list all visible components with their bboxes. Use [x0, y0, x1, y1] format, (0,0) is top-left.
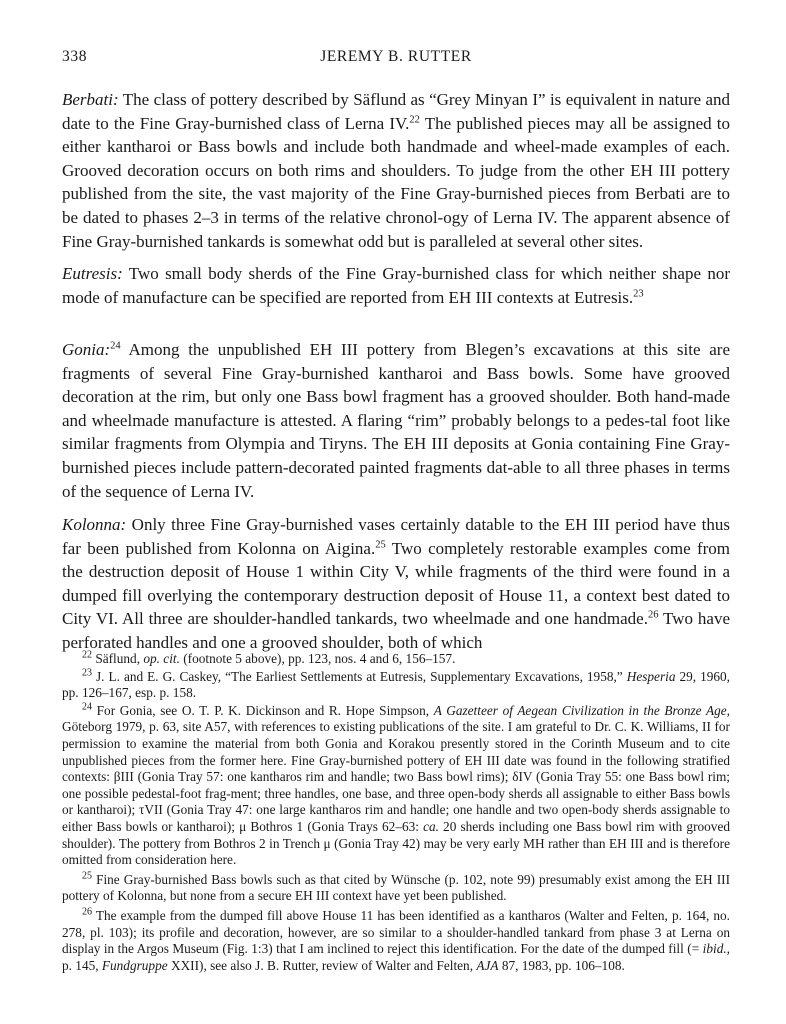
page-number: 338 [62, 48, 88, 65]
footnote-ref-23[interactable]: 23 [633, 287, 644, 299]
site-heading-gonia: Gonia: [62, 340, 111, 359]
footnote-text: J. L. and E. G. Caskey, “The Earliest Settlements at Eutresis, Supplementary Excavations, 1958,” [92, 668, 627, 684]
footnote-26 [62, 908, 730, 974]
footnote-number: 22 [82, 649, 92, 661]
footnote-italic: A Gazetteer of Aegean Civilization in the Bronze Age, [433, 702, 730, 718]
site-heading-kolonna: Kolonna: [62, 515, 127, 534]
footnote-number: 24 [82, 701, 92, 713]
running-head: JEREMY B. RUTTER [320, 48, 472, 65]
footnote-25 [62, 872, 730, 905]
paragraph-berbati [62, 88, 730, 253]
footnote-22 [62, 651, 730, 668]
footnote-text: p. 145, [62, 957, 102, 973]
paragraph-text: Among the unpublished EH III pottery from Blegen’s excavations at this site are fragments of several Fine Gray-burnished kantharoi and Bass bowls. Some have grooved decoration at the rim, but only one Bass bowl fragment has a grooved shoulder. Both hand-made and wheelmade manufacture is attested. A flaring “rim” probably belongs to a pedes-tal foot like similar fragments from Olympia and Tiryns. The EH III deposits at Gonia containing Fine Gray-burnished pieces include pattern-decorated painted fragments dat-able to all three phases in terms of the sequence of Lerna IV. [62, 340, 730, 501]
page-header [62, 48, 730, 70]
footnote-ref-26[interactable]: 26 [647, 609, 659, 621]
footnote-text: 29, 1960, pp. 126–167, esp. p. 158. [62, 668, 731, 701]
footnote-text: Fine Gray-burnished Bass bowls such as that cited by Wünsche (p. 102, note 99) presumably exist among the EH III pottery of Kolonna, but none from a secure EH III context have yet been published. [62, 871, 730, 904]
footnote-italic: op. cit. [143, 651, 180, 666]
footnote-text: For Gonia, see O. T. P. K. Dickinson and R. Hope Simpson, [92, 702, 434, 718]
footnote-italic: AJA [476, 957, 499, 973]
footnote-23 [62, 669, 730, 702]
paragraph-eutresis [62, 262, 730, 309]
footnote-ref-22[interactable]: 22 [409, 113, 420, 125]
footnotes [62, 651, 730, 974]
footnote-text: The example from the dumped fill above House 11 has been identified as a kantharos (Walter and Felten, p. 164, no. 278, pl. 103); its profile and decoration, however, are so similar to a shoulder-handled tankard from phase 3 at Lerna on display in the Argos Museum (Fig. 1:3) that I am inclined to reject this identification. For the date of the dumped fill (= [62, 907, 730, 957]
paragraph-text: Only three Fine Gray-burnished vases certainly datable to the EH III period have thus far been published from Kolonna on Aigina. [62, 515, 730, 558]
paragraph-text: Two completely restorable examples come from the destruction deposit of House 1 within City V, while fragments of the third were found in a dumped fill overlying the contemporary destruction deposit of House 11, a context best dated to City VI. All three are shoulder-handled tankards, two wheelmade and one handmade. [62, 538, 730, 629]
paragraph-text: Two have perforated handles and one a grooved shoulder, both of which [62, 609, 730, 652]
site-heading-eutresis: Eutresis: [62, 264, 123, 283]
journal-page [62, 48, 731, 973]
footnote-number: 26 [82, 906, 92, 918]
paragraph-kolonna [62, 513, 730, 655]
footnote-italic: ibid., [702, 941, 730, 957]
footnote-text: 87, 1983, pp. 106–108. [498, 957, 625, 973]
footnote-text: XXII), see also J. B. Rutter, review of Walter and Felten, [167, 957, 477, 973]
paragraph-text: The published pieces may all be assigned to either kantharoi or Bass bowls and include both handmade and wheel-made examples of each. Grooved decoration occurs on both rims and shoulders. To judge from the other EH III pottery published from the site, the vast majority of the Fine Gray-burnished pieces from Berbati are to be dated to phases 2–3 in terms of the relative chronol-ogy of Lerna IV. The apparent absence of Fine Gray-burnished tankards is somewhat odd but is paralleled at several other sites. [62, 113, 730, 251]
footnote-italic: Hesperia [626, 668, 676, 684]
footnote-text: (footnote 5 above), pp. 123, nos. 4 and 6, 156–157. [179, 651, 456, 666]
footnote-24 [62, 703, 730, 869]
footnote-italic: ca. [423, 818, 439, 834]
footnote-number: 23 [82, 667, 92, 679]
footnote-text: Göteborg 1979, p. 63, site A57, with references to existing publications of the site. I am grateful to Dr. C. K. Williams, II for permission to examine the material from both Gonia and Korakou presently stored in the Corinth Museum and to cite unpublished pieces from the former here. Fine Gray-burnished pottery of EH III date was found in the following stratified contexts: βIII (Gonia Tray 57: one kantharos rim and handle; two Bass bowl rims); δIV (Gonia Tray 55: one Bass bowl rim; one possible pedestal-foot frag-ment; three handles, one base, and three open-body sherds all assignable to either Bass bowls or kantharoi); τVII (Gonia Tray 47: one large kantharos rim and handle; one handle and two open-body sherds assignable to either Bass bowls or kantharoi); μ Bothros 1 (Gonia Trays 62–63: [62, 719, 730, 834]
paragraph-text: The class of pottery described by Säflund as “Grey Minyan I” is equivalent in nature and date to the Fine Gray-burnished class of Lerna IV. [62, 90, 730, 133]
paragraph-text: Two small body sherds of the Fine Gray-burnished class for which neither shape nor mode of manufacture can be specified are reported from EH III contexts at Eutresis. [62, 264, 730, 307]
paragraph-gonia [62, 338, 730, 503]
footnote-number: 25 [82, 870, 92, 882]
footnote-text: Säflund, [92, 651, 144, 666]
footnote-ref-24[interactable]: 24 [110, 340, 121, 352]
footnote-italic: Fundgruppe [101, 957, 168, 973]
site-heading-berbati: Berbati: [62, 90, 119, 109]
footnote-text: 20 sherds including one Bass bowl rim with grooved shoulder). The pottery from Bothros 2 in Trench μ (Gonia Tray 42) may be very early MH rather than EH III and is therefore omitted from consideration here. [62, 818, 730, 868]
footnote-ref-25[interactable]: 25 [375, 538, 386, 550]
